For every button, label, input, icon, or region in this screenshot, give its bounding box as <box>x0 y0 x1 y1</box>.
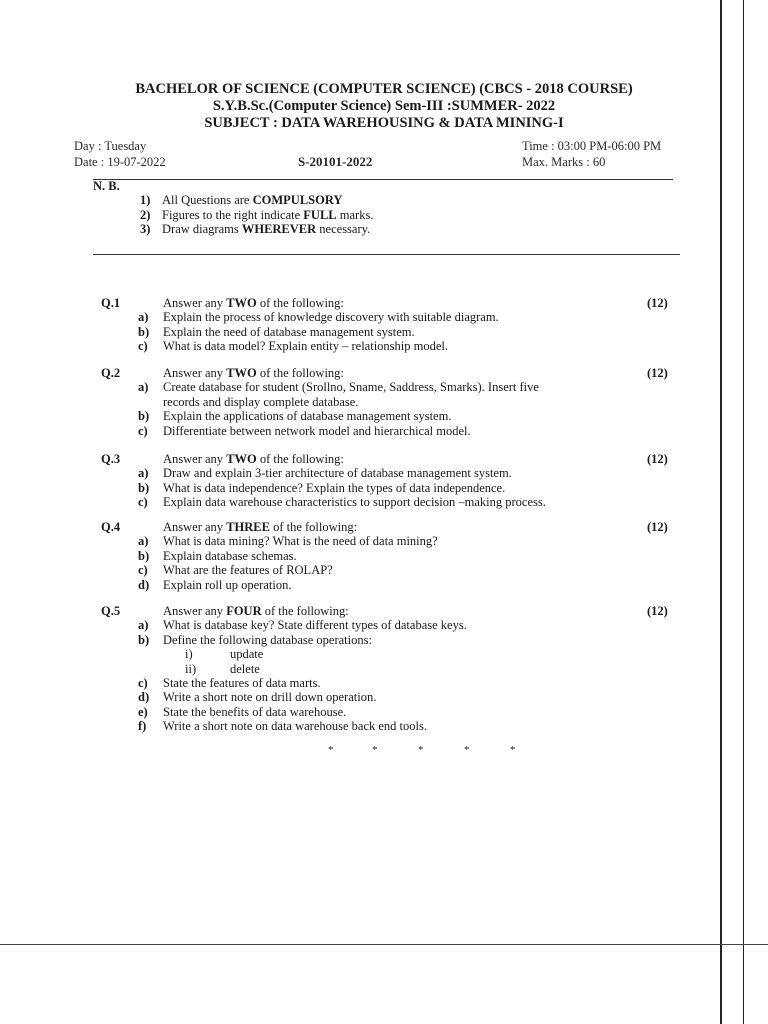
sub-question-label: d) <box>138 577 150 592</box>
instruction-keyword: FULL <box>303 208 337 222</box>
sub-question-label: c) <box>138 676 148 690</box>
question-instruction <box>163 520 357 535</box>
sub-question-label: e) <box>138 704 148 719</box>
sub-question-label: a) <box>138 310 149 325</box>
question-instruction-post: of the following: <box>269 520 358 534</box>
question-instruction <box>163 296 344 311</box>
question-number: Q.2 <box>101 366 121 380</box>
sub-question-label: a) <box>138 380 149 395</box>
sub-question-text: Explain the process of knowledge discovery with suitable diagram. <box>163 310 499 325</box>
max-marks: Max. Marks : 60 <box>522 155 606 169</box>
sub-question-text: Explain database schemas. <box>163 548 297 563</box>
sub-item-number: i) <box>185 647 193 662</box>
sub-question-text: Create database for student (Srollno, Sname, Saddress, Smarks). Insert five <box>163 380 539 395</box>
sub-question-label: b) <box>138 548 150 563</box>
scan-edge-line-outer <box>743 0 744 1024</box>
sub-question-text: What is data independence? Explain the types of data independence. <box>163 480 506 495</box>
sub-question-label: d) <box>138 690 150 705</box>
question-number: Q.4 <box>101 520 121 534</box>
question-instruction-post: of the following: <box>256 366 344 380</box>
instruction-text: All Questions are <box>162 193 253 207</box>
sub-question-label: c) <box>138 423 148 438</box>
question-instruction-pre: Answer any <box>163 452 227 466</box>
instruction-keyword: COMPULSORY <box>252 193 343 207</box>
question-number: Q.1 <box>101 296 121 310</box>
question-marks: (12) <box>647 520 668 534</box>
exam-subject: SUBJECT : DATA WAREHOUSING & DATA MINING-I <box>204 115 564 131</box>
question-instruction-pre: Answer any <box>163 604 227 618</box>
instruction-number: 3) <box>140 222 151 236</box>
sub-question-label: f) <box>138 719 147 734</box>
sub-question-label: a) <box>138 618 149 633</box>
sub-question-label: a) <box>138 534 149 549</box>
sub-question-text: What is database key? State different types of database keys. <box>163 618 467 633</box>
scan-bottom-edge <box>0 944 768 945</box>
end-star: * <box>510 744 516 756</box>
instruction-number: 2) <box>140 208 151 222</box>
sub-question-text: State the benefits of data warehouse. <box>163 704 347 719</box>
sub-question-text: Explain the need of database management system. <box>163 324 415 339</box>
sub-question-text: Draw and explain 3-tier architecture of database management system. <box>163 466 512 481</box>
instruction-text: Draw diagrams <box>162 222 242 236</box>
sub-question-text: Define the following database operations: <box>163 632 372 647</box>
question-count: THREE <box>226 520 270 534</box>
question-instruction-pre: Answer any <box>163 366 227 380</box>
sub-question-label: b) <box>138 480 150 495</box>
sub-question-label: c) <box>138 495 148 510</box>
instruction-item <box>140 208 373 223</box>
sub-question-label: b) <box>138 632 150 647</box>
sub-question-text: Write a short note on drill down operation. <box>163 690 377 705</box>
question-instruction-post: of the following: <box>256 296 344 310</box>
exam-day: Day : Tuesday <box>74 139 147 153</box>
sub-question-label: c) <box>138 339 148 354</box>
end-star: * <box>328 744 334 756</box>
question-count: TWO <box>226 452 257 466</box>
end-star: * <box>418 744 424 756</box>
question-count: TWO <box>226 296 257 310</box>
question-instruction-post: of the following: <box>261 604 349 618</box>
instruction-item <box>140 222 370 237</box>
instruction-text: Figures to the right indicate <box>162 208 304 222</box>
exam-class: S.Y.B.Sc.(Computer Science) Sem-III :SUMMER- 2022 <box>212 98 556 114</box>
instructions-divider <box>93 254 680 255</box>
sub-question-text: Differentiate between network model and hierarchical model. <box>163 423 471 438</box>
question-marks: (12) <box>647 604 668 618</box>
instruction-item <box>140 193 342 208</box>
question-number: Q.5 <box>101 604 121 618</box>
sub-question-text: records and display complete database. <box>163 394 359 409</box>
question-instruction <box>163 604 349 619</box>
sub-question-label: c) <box>138 563 148 578</box>
question-count: FOUR <box>226 604 262 618</box>
question-number: Q.3 <box>101 452 121 466</box>
question-instruction-pre: Answer any <box>163 296 227 310</box>
question-marks: (12) <box>647 452 668 466</box>
header-divider <box>93 179 673 180</box>
end-star: * <box>372 744 378 756</box>
question-instruction <box>163 366 344 381</box>
question-marks: (12) <box>647 366 668 380</box>
exam-time: Time : 03:00 PM-06:00 PM <box>522 139 662 153</box>
sub-question-label: b) <box>138 409 150 424</box>
sub-question-text: State the features of data marts. <box>163 676 321 690</box>
sub-question-text: What are the features of ROLAP? <box>163 563 333 578</box>
end-star: * <box>464 744 470 756</box>
sub-item-number: ii) <box>185 661 197 676</box>
exam-date: Date : 19-07-2022 <box>74 155 166 169</box>
instruction-keyword: WHEREVER <box>241 222 317 236</box>
paper-code: S-20101-2022 <box>298 154 373 169</box>
sub-item-text: delete <box>230 661 260 676</box>
sub-question-text: Explain roll up operation. <box>163 577 292 592</box>
question-instruction-post: of the following: <box>256 452 344 466</box>
instruction-number: 1) <box>140 193 151 207</box>
nb-label: N. B. <box>93 179 120 193</box>
sub-question-text: Write a short note on data warehouse back end tools. <box>163 719 427 734</box>
instruction-text-end: necessary. <box>316 222 371 236</box>
instruction-text-end: marks. <box>336 208 374 222</box>
sub-question-text: What is data model? Explain entity – relationship model. <box>163 339 448 354</box>
sub-question-text: What is data mining? What is the need of data mining? <box>163 534 438 549</box>
scan-edge-line <box>720 0 722 1024</box>
question-instruction-pre: Answer any <box>163 520 227 534</box>
sub-question-label: a) <box>138 466 149 481</box>
question-marks: (12) <box>647 296 668 310</box>
sub-question-text: Explain the applications of database management system. <box>163 409 452 424</box>
sub-question-text: Explain data warehouse characteristics to support decision –making process. <box>163 495 546 510</box>
exam-title: BACHELOR OF SCIENCE (COMPUTER SCIENCE) (CBCS - 2018 COURSE) <box>135 81 633 97</box>
question-count: TWO <box>226 366 257 380</box>
sub-item-text: update <box>230 647 264 662</box>
sub-question-label: b) <box>138 324 150 339</box>
question-instruction <box>163 452 344 467</box>
